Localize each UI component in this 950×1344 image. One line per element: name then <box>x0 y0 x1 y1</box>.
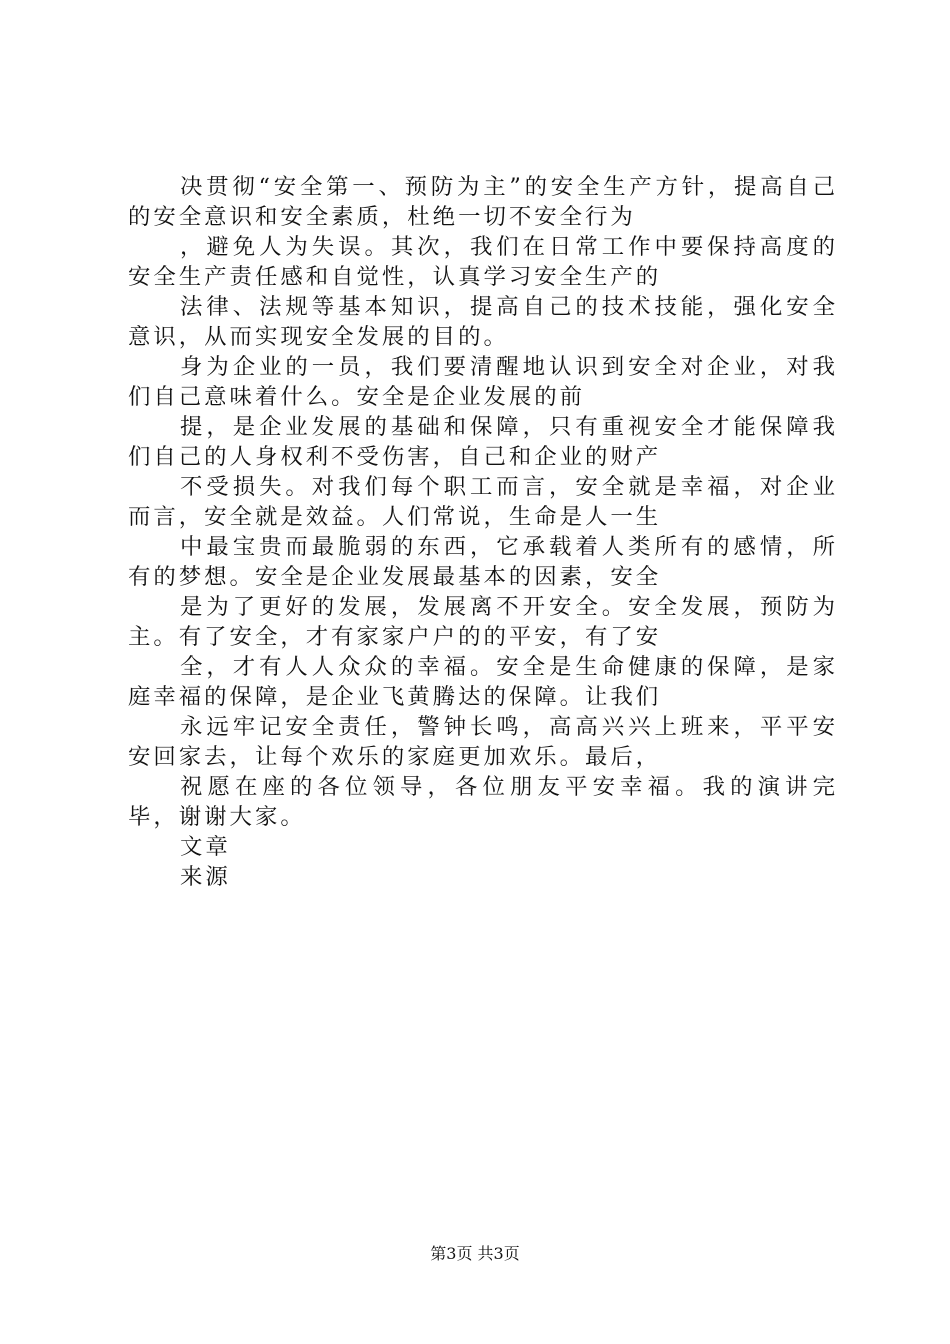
paragraph: 祝愿在座的各位领导，各位朋友平安幸福。我的演讲完毕，谢谢大家。 <box>128 774 838 830</box>
page-footer: 第3页 共3页 <box>430 1244 520 1263</box>
paragraph: ，避免人为失误。其次，我们在日常工作中要保持高度的安全生产责任感和自觉性，认真学习安全生产的 <box>128 234 838 290</box>
paragraph: 身为企业的一员，我们要清醒地认识到安全对企业，对我们自己意味着什么。安全是企业发展的前 <box>128 354 838 410</box>
paragraph: 决贯彻“安全第一、预防为主”的安全生产方针，提高自己的安全意识和安全素质，杜绝一切不安全行为 <box>128 174 838 230</box>
paragraph: 法律、法规等基本知识，提高自己的技术技能，强化安全意识，从而实现安全发展的目的。 <box>128 294 838 350</box>
trailing-line: 文章 <box>180 834 231 860</box>
paragraph: 全，才有人人众众的幸福。安全是生命健康的保障，是家庭幸福的保障，是企业飞黄腾达的保障。让我们 <box>128 654 838 710</box>
paragraph: 中最宝贵而最脆弱的东西，它承载着人类所有的感情，所有的梦想。安全是企业发展最基本的因素，安全 <box>128 534 838 590</box>
trailing-line: 来源 <box>180 864 231 890</box>
paragraph: 是为了更好的发展，发展离不开安全。安全发展，预防为主。有了安全，才有家家户户的的平安，有了安 <box>128 594 838 650</box>
paragraph: 不受损失。对我们每个职工而言，安全就是幸福，对企业而言，安全就是效益。人们常说，生命是人一生 <box>128 474 838 530</box>
paragraph: 永远牢记安全责任，警钟长鸣，高高兴兴上班来，平平安安回家去，让每个欢乐的家庭更加欢乐。最后， <box>128 714 838 770</box>
document-body <box>128 172 838 892</box>
paragraph: 提，是企业发展的基础和保障，只有重视安全才能保障我们自己的人身权利不受伤害，自己和企业的财产 <box>128 414 838 470</box>
